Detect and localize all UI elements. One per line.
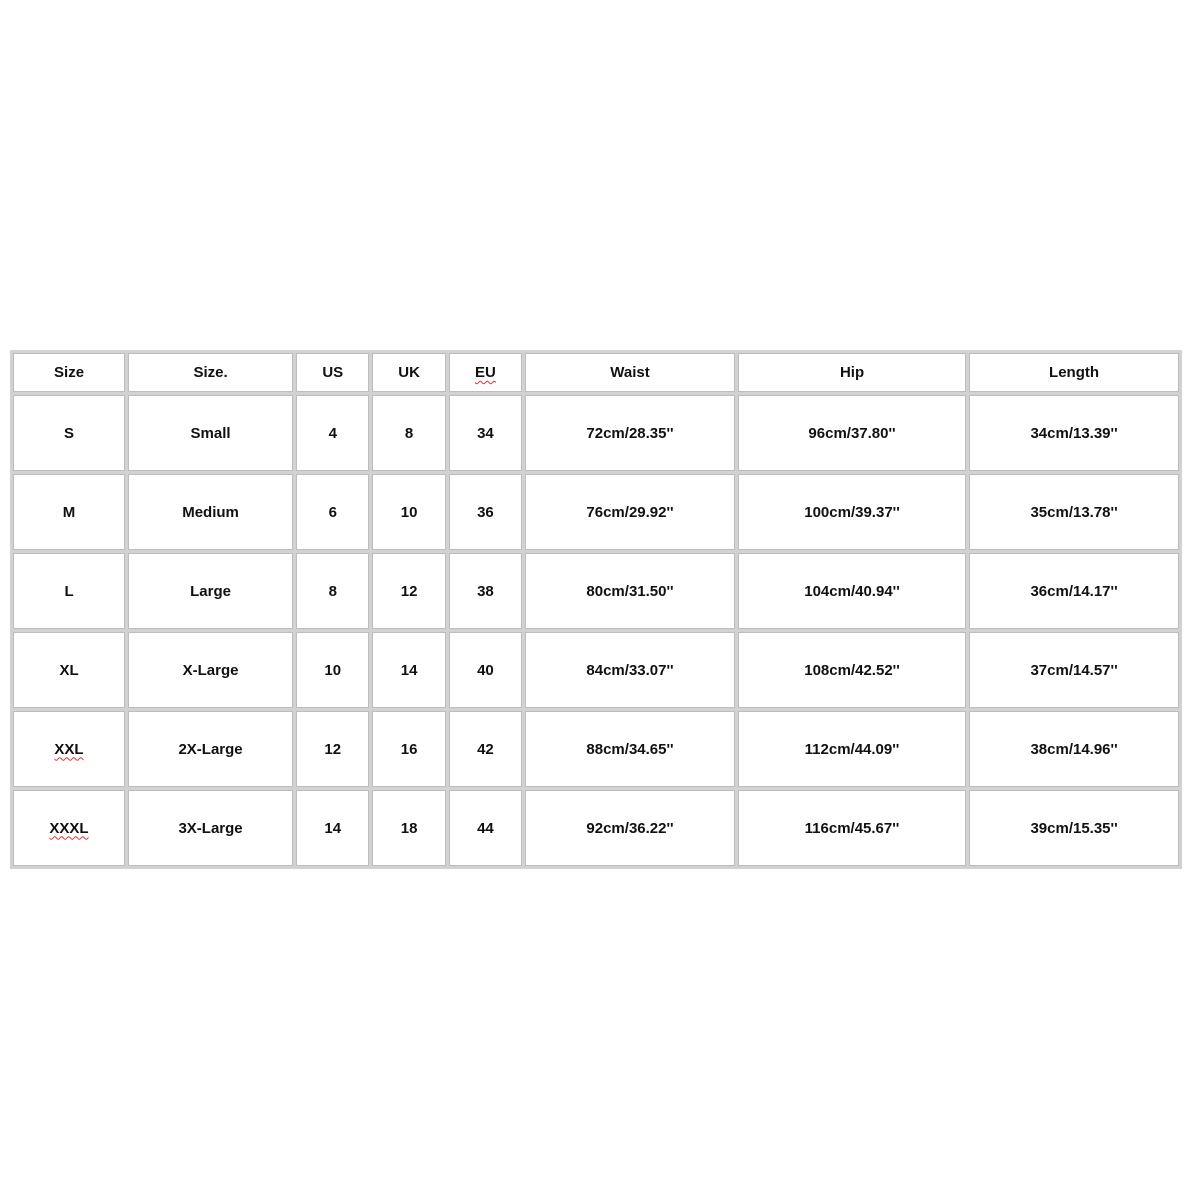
cell-waist: 80cm/31.50'' [525, 553, 735, 629]
cell-eu: 42 [449, 711, 522, 787]
cell-hip: 112cm/44.09'' [738, 711, 966, 787]
cell-us: 10 [296, 632, 369, 708]
cell-us: 8 [296, 553, 369, 629]
cell-size [13, 790, 125, 866]
cell-us: 14 [296, 790, 369, 866]
table-row [13, 711, 1179, 787]
table-row [13, 790, 1179, 866]
cell-uk: 16 [372, 711, 445, 787]
header-waist: Waist [525, 353, 735, 392]
header-uk: UK [372, 353, 445, 392]
cell-size-name: 3X-Large [128, 790, 293, 866]
cell-eu: 44 [449, 790, 522, 866]
cell-hip: 116cm/45.67'' [738, 790, 966, 866]
table-row [13, 474, 1179, 550]
cell-size-name: Small [128, 395, 293, 471]
header-us: US [296, 353, 369, 392]
cell-uk: 12 [372, 553, 445, 629]
header-row [13, 353, 1179, 392]
cell-size-label: XXXL [49, 819, 89, 837]
cell-length: 35cm/13.78'' [969, 474, 1179, 550]
cell-length: 36cm/14.17'' [969, 553, 1179, 629]
cell-uk: 10 [372, 474, 445, 550]
cell-us: 6 [296, 474, 369, 550]
cell-hip: 100cm/39.37'' [738, 474, 966, 550]
cell-size: L [13, 553, 125, 629]
cell-size [13, 711, 125, 787]
cell-waist: 84cm/33.07'' [525, 632, 735, 708]
cell-waist: 92cm/36.22'' [525, 790, 735, 866]
table-row [13, 553, 1179, 629]
cell-length: 38cm/14.96'' [969, 711, 1179, 787]
cell-size-name: 2X-Large [128, 711, 293, 787]
cell-eu: 40 [449, 632, 522, 708]
cell-hip: 104cm/40.94'' [738, 553, 966, 629]
cell-waist: 76cm/29.92'' [525, 474, 735, 550]
cell-length: 39cm/15.35'' [969, 790, 1179, 866]
cell-waist: 88cm/34.65'' [525, 711, 735, 787]
cell-size: S [13, 395, 125, 471]
cell-eu: 36 [449, 474, 522, 550]
table-row [13, 395, 1179, 471]
cell-uk: 8 [372, 395, 445, 471]
cell-us: 12 [296, 711, 369, 787]
header-size-name: Size. [128, 353, 293, 392]
cell-size-name: Large [128, 553, 293, 629]
size-chart-table [10, 350, 1182, 869]
cell-hip: 108cm/42.52'' [738, 632, 966, 708]
header-eu [449, 353, 522, 392]
header-hip: Hip [738, 353, 966, 392]
cell-size-name: X-Large [128, 632, 293, 708]
cell-us: 4 [296, 395, 369, 471]
cell-waist: 72cm/28.35'' [525, 395, 735, 471]
header-eu-label: EU [475, 364, 496, 381]
cell-eu: 34 [449, 395, 522, 471]
cell-length: 37cm/14.57'' [969, 632, 1179, 708]
header-size: Size [13, 353, 125, 392]
cell-size-label: XXL [54, 740, 84, 758]
cell-hip: 96cm/37.80'' [738, 395, 966, 471]
cell-uk: 14 [372, 632, 445, 708]
cell-size: XL [13, 632, 125, 708]
cell-length: 34cm/13.39'' [969, 395, 1179, 471]
header-length: Length [969, 353, 1179, 392]
cell-size-name: Medium [128, 474, 293, 550]
cell-size: M [13, 474, 125, 550]
cell-eu: 38 [449, 553, 522, 629]
cell-uk: 18 [372, 790, 445, 866]
table-row [13, 632, 1179, 708]
